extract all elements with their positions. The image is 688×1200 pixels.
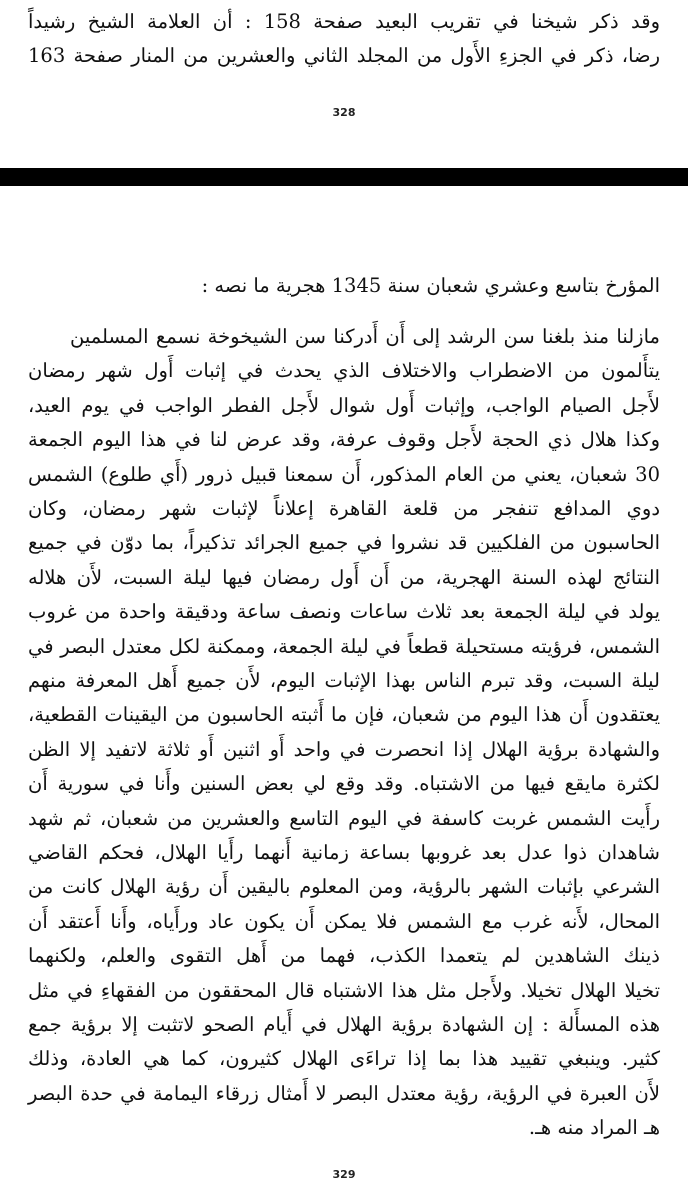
body-line-9: يولد في ليلة الجمعة بعد ثلاث ساعات ونصف ساعة ودقيقة واحدة من غروب [28, 600, 660, 623]
body-line-17: الشرعي بإثبات الشهر بالرؤية، ومن المعلوم باليقين أَن رؤية الهلال كانت من [28, 875, 660, 898]
page-number-top: 328 [332, 106, 356, 119]
body-line-1: مازلنا منذ بلغنا سن الرشد إلى أَن أَدركنا سن الشيخوخة نسمع المسلمين [70, 325, 660, 348]
body-line-18: المحال، لأَنه غرب مع الشمس فلا يمكن أَن يكون عاد ورأَياه، وأَنا أَعتقد أَن [28, 910, 660, 933]
top-page [0, 0, 688, 168]
body-line-19: ذينك الشاهدين لم يتعمدا الكذب، فهما من أَهل التقوى والعلم، ولكنهما [28, 944, 660, 967]
body-line-13: والشهادة برؤية الهلال إذا انحصرت في واحد أَو اثنين أَو ثلاثة لاتفيد إلا الظن [28, 738, 660, 761]
top-text-line-1: وقد ذكر شيخنا في تقريب البعيد صفحة 158 : أن العلامة الشيخ رشيداً [28, 10, 660, 33]
body-line-15: رأَيت الشمس غربت كاسفة في اليوم التاسع والعشرين من شعبان، ثم شهد [28, 807, 660, 830]
body-line-6: دوي المدافع تنفجر من قلعة القاهرة إعلاناً لإثبات شهر رمضان، وكان [28, 497, 660, 520]
body-line-16: شاهدان ذوا عدل بعد غروبها بساعة زمانية أَنهما رأَيا الهلال، فحكم القاضي [28, 841, 660, 864]
body-line-14: لكثرة مايقع فيها من الاشتباه. وقد وقع لي بعض السنين وأَنا في سورية أَن [28, 772, 660, 795]
bottom-page [0, 186, 688, 1200]
body-line-5: 30 شعبان، يعني من العام المذكور، أَن سمعنا قبيل ذرور (أَي طلوع) الشمس [28, 463, 660, 486]
body-line-4: وكذا هلال ذي الحجة لأَجل وقوف عرفة، وقد عرض لنا في هذا اليوم الجمعة [28, 428, 660, 451]
top-text-line-2: رضا، ذكر في الجزءِ الأَول من المجلد الثاني والعشرين من المنار صفحة 163 [28, 44, 660, 67]
page-divider [0, 168, 688, 186]
body-line-3: لأَجل الصيام الواجب، وإثبات أَول شوال لأَجل الفطر الواجب في يوم العيد، [28, 394, 660, 417]
body-line-8: النتائج لهذه السنة الهجرية، من أَن أَول رمضان فيها ليلة السبت، لأَن هلاله [28, 566, 660, 589]
body-line-24: هـ المراد منه هـ. [528, 1116, 660, 1139]
body-line-12: يعتقدون أَن هذا اليوم من شعبان، فإن ما أَثبته الحاسبون من اليقينات القطعية، [28, 703, 660, 726]
body-line-23: لأَن العبرة في الرؤية، رؤية معتدل البصر لا أَمثال زرقاء اليمامة في حدة البصر [28, 1082, 660, 1105]
body-line-7: الحاسبون من الفلكيين قد نشروا في جميع الجرائد تذكيراً، بما دوّن في جميع [28, 531, 660, 554]
body-line-22: كثير. وينبغي تقييد هذا بما إذا تراءَى الهلال كثيرون، كما هي العادة، وذلك [28, 1047, 660, 1070]
body-line-10: الشمس، فرؤيته مستحيلة قطعاً في ليلة الجمعة، وممكنة لكل معتدل البصر في [28, 635, 660, 658]
body-line-11: ليلة السبت، وقد تبرم الناس بهذا الإثبات اليوم، لأَن جميع أَهل المعرفة منهم [28, 669, 660, 692]
body-line-2: يتأَلمون من الاضطراب والاختلاف الذي يحدث في إثبات أَول شهر رمضان [28, 359, 660, 382]
intro-line: المؤرخ بتاسع وعشري شعبان سنة 1345 هجرية ما نصه : [201, 274, 660, 297]
page-number-bottom: 329 [332, 1168, 356, 1181]
body-line-21: هذه المسأَلة : إن الشهادة برؤية الهلال في أَيام الصحو لاتثبت إلا برؤية جمع [28, 1013, 660, 1036]
body-line-20: تخيلا الهلال تخيلا. ولأَجل مثل هذا الاشتباه قال المحققون من الفقهاءِ في مثل [28, 979, 660, 1002]
